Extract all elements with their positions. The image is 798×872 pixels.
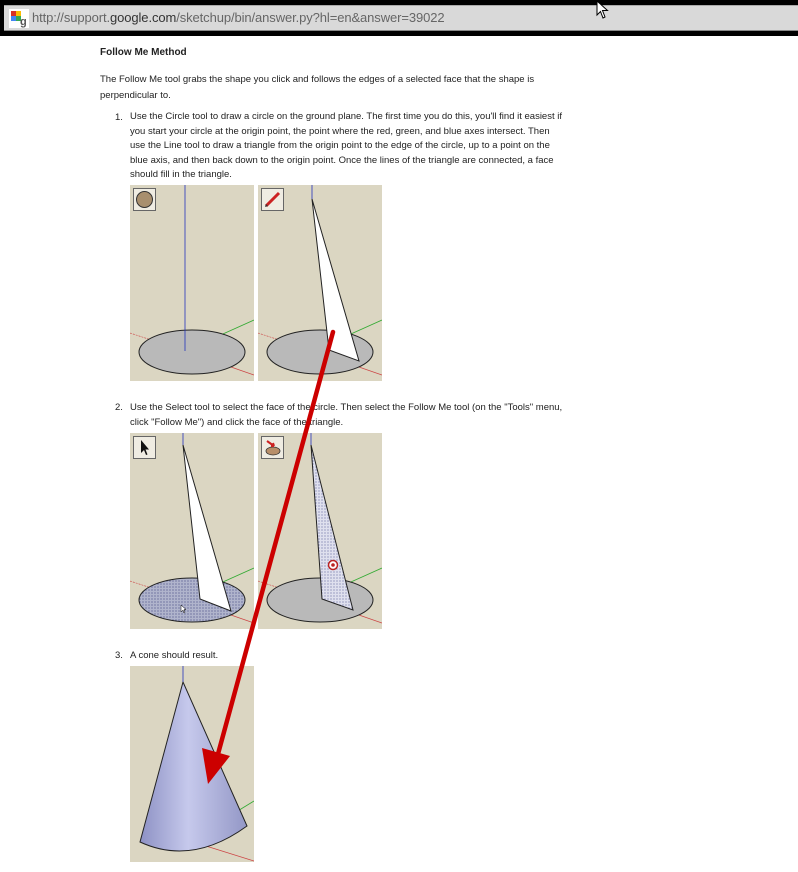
article-page	[0, 36, 798, 872]
mouse-pointer-icon	[596, 0, 610, 25]
step-text: Use the Select tool to select the face of the circle. Then select the Follow Me tool (on the "Tools" menu, click "Follow Me") and click the face of the triangle.	[130, 402, 563, 428]
article-title: Follow Me Method	[100, 47, 187, 58]
step-number: 1.	[115, 112, 123, 123]
url-text: http://support.google.com/sketchup/bin/answer.py?hl=en&answer=39022	[32, 10, 445, 25]
intro-paragraph: The Follow Me tool grabs the shape you click and follows the edges of a selected face that the shape is perpendicular to.	[100, 74, 535, 101]
url-field[interactable]	[4, 5, 798, 31]
step-number: 3.	[115, 650, 123, 661]
svg-text:g: g	[20, 16, 27, 28]
step-text: Use the Circle tool to draw a circle on the ground plane. The first time you do this, you'll find it easiest if you start your circle at the origin point, the point where the red, green, and blue axes intersect. Then use the Line tool to draw a triangle from the origin point to the edge of the circle, up to a point on the blue axis, and then back down to the origin point. Once the lines of the triangle are connected, a face should fill in the triangle.	[130, 111, 562, 180]
step-number: 2.	[115, 402, 123, 413]
step-text: A cone should result.	[130, 650, 219, 661]
google-favicon-icon	[9, 9, 29, 28]
annotation-arrow-icon	[0, 36, 798, 872]
address-bar	[0, 0, 798, 36]
